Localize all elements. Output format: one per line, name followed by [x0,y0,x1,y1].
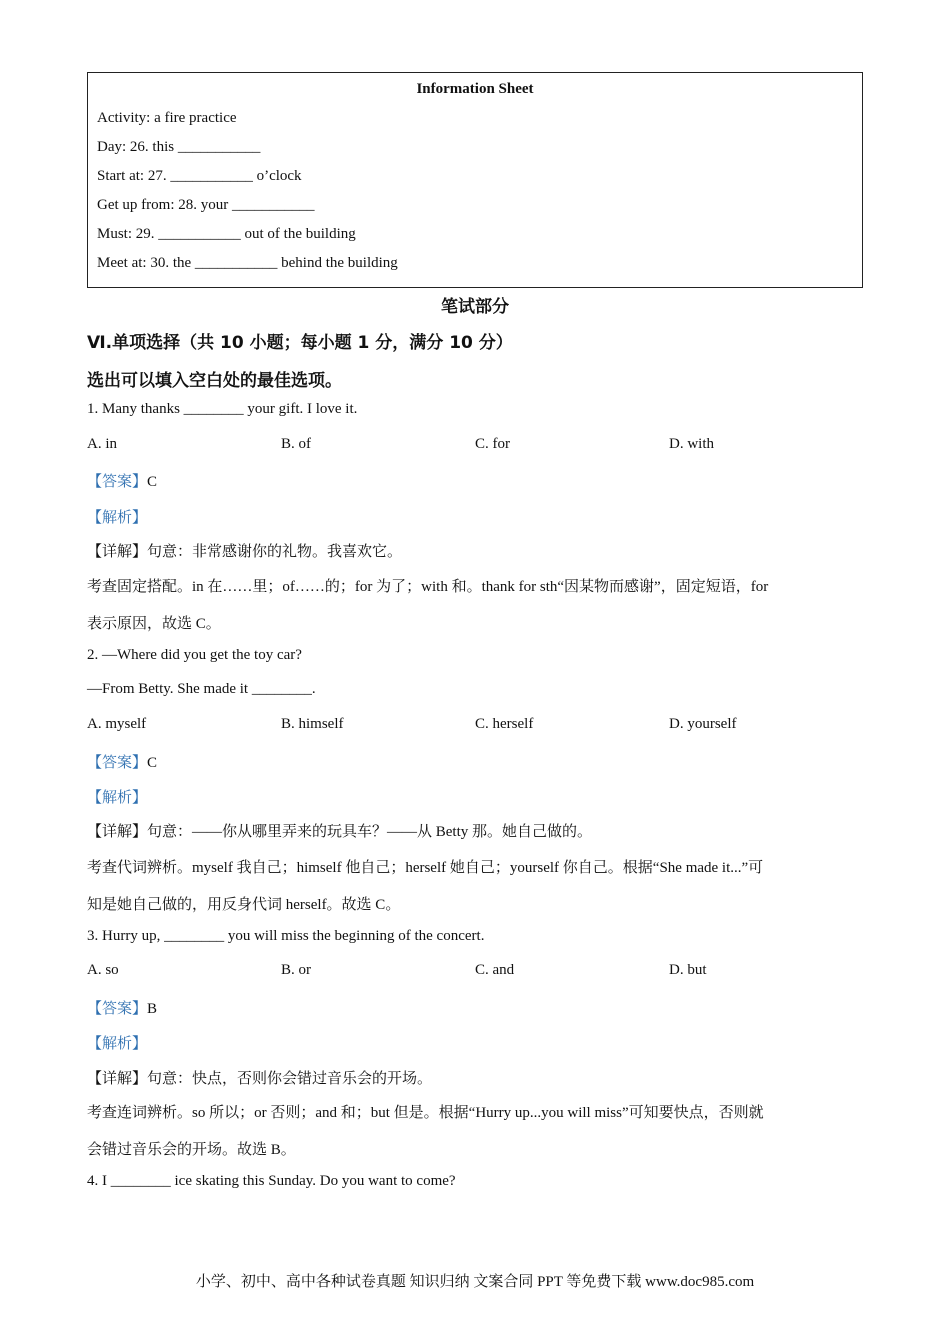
section-title: 笔试部分 [441,297,509,317]
q3-option-a: A. so [87,962,119,978]
q3-explain-1: 考查连词辨析。so 所以；or 否则；and 和；but 但是。根据“Hurry up...you will miss”可知要快点，否则就 [87,1105,764,1121]
q3-option-b: B. or [281,962,311,978]
q3-explain-2: 会错过音乐会的开场。故选 B。 [87,1142,296,1158]
info-row-get-up: Get up from: 28. your ___________ [97,197,315,213]
question-3-stem: 3. Hurry up, ________ you will miss the beginning of the concert. [87,928,485,944]
info-row-activity: Activity: a fire practice [97,110,237,126]
q1-answer-tag: 【答案】 [87,474,148,490]
info-row-start: Start at: 27. ___________ o’clock [97,168,302,184]
q1-explain-1: 考查固定搭配。in 在……里；of……的；for 为了；with 和。thank for sth“因某物而感谢”，固定短语，for [87,579,769,595]
q3-answer-tag: 【答案】 [87,1001,148,1017]
q1-option-a: A. in [87,436,117,452]
q3-option-c: C. and [475,962,515,978]
info-sheet-title: Information Sheet [416,81,534,97]
q2-explain-1: 考查代词辨析。myself 我自己；himself 他自己；herself 她自己；yourself 你自己。根据“She made it...”可 [87,860,764,876]
info-row-must: Must: 29. ___________ out of the building [97,226,356,242]
q1-analysis-tag: 【解析】 [87,510,148,526]
q1-option-c: C. for [475,436,510,452]
q3-analysis-tag: 【解析】 [87,1036,148,1052]
q3-answer-value: B [147,1001,158,1017]
question-2-stem: 2. —Where did you get the toy car? [87,647,302,663]
question-1-stem: 1. Many thanks ________ your gift. I love it. [87,401,358,417]
q1-detail: 【详解】句意：非常感谢你的礼物。我喜欢它。 [87,544,403,560]
information-sheet [87,72,863,288]
q3-option-d: D. but [669,962,707,978]
q2-answer [87,751,157,772]
q1-option-d: D. with [669,436,714,452]
q1-explain-2: 表示原因，故选 C。 [87,616,221,632]
info-row-meet: Meet at: 30. the ___________ behind the building [97,255,398,271]
q1-answer-value: C [147,474,158,490]
q2-answer-tag: 【答案】 [87,755,148,771]
q2-option-a: A. myself [87,716,147,732]
info-row-day: Day: 26. this ___________ [97,139,261,155]
page-footer: 小学、初中、高中各种试卷真题 知识归纳 文案合同 PPT 等免费下载 www.doc985.com [195,1274,755,1290]
instruction: 选出可以填入空白处的最佳选项。 [87,371,342,391]
q3-detail: 【详解】句意：快点，否则你会错过音乐会的开场。 [87,1071,433,1087]
q1-option-b: B. of [281,436,311,452]
q2-answer-value: C [147,755,158,771]
q2-option-c: C. herself [475,716,534,732]
question-2-stem-2: —From Betty. She made it ________. [87,681,316,697]
question-4-stem: 4. I ________ ice skating this Sunday. Do you want to come? [87,1173,456,1189]
q2-detail: 【详解】句意：——你从哪里弄来的玩具车？——从 Betty 那。她自己做的。 [87,824,593,840]
q2-option-d: D. yourself [669,716,737,732]
q1-answer [87,470,157,491]
part-title: Ⅵ.单项选择（共 10 小题；每小题 1 分，满分 10 分） [87,333,513,353]
q3-answer [87,997,157,1018]
q2-option-b: B. himself [281,716,344,732]
q2-explain-2: 知是她自己做的，用反身代词 herself。故选 C。 [87,897,401,913]
q2-analysis-tag: 【解析】 [87,790,148,806]
